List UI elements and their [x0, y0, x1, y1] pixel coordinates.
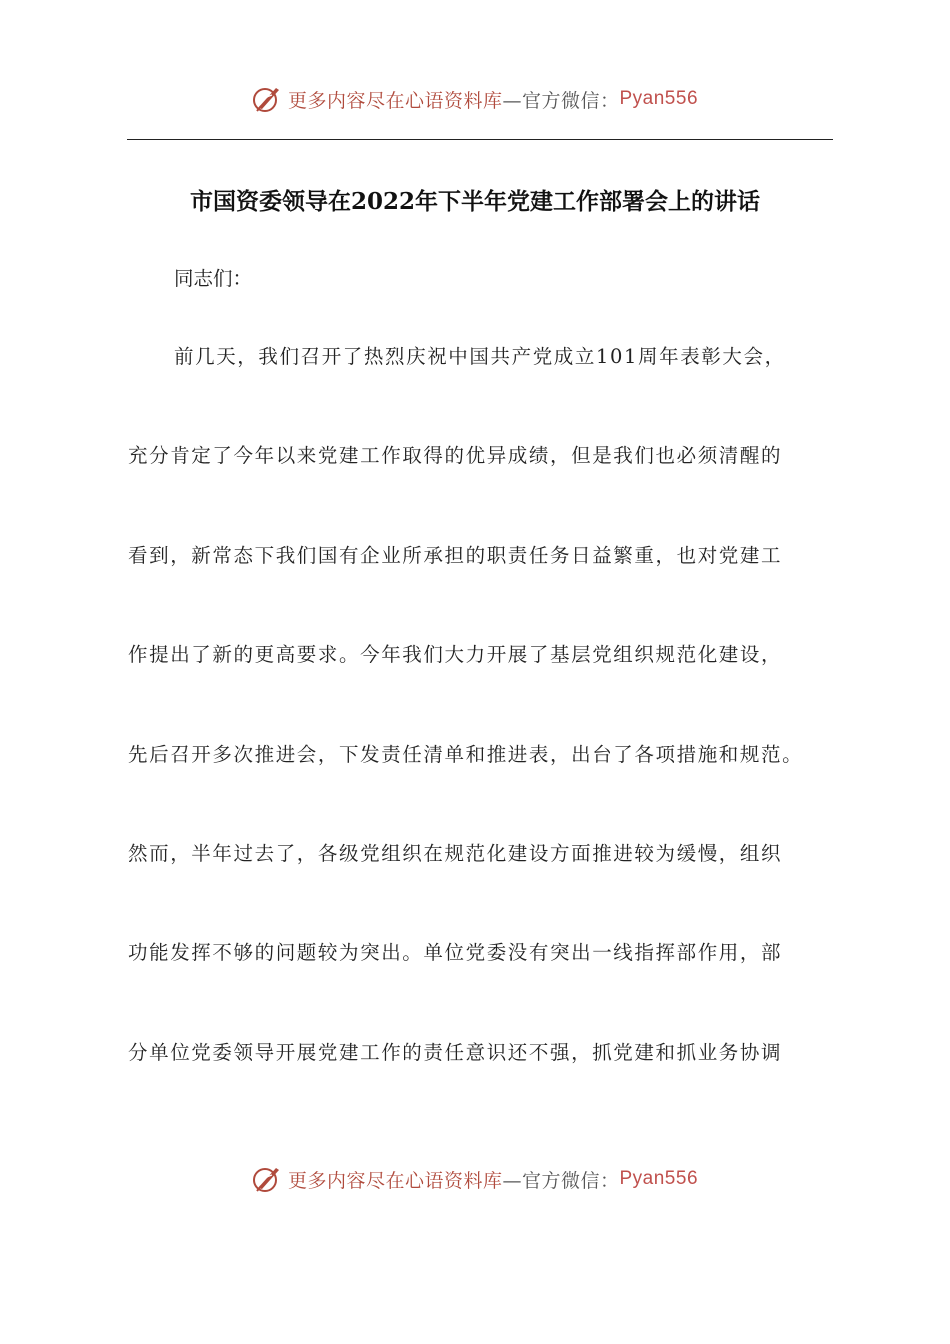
quill-logo-icon	[252, 1164, 282, 1194]
paragraph-line: 先后召开多次推进会，下发责任清单和推进表，出台了各项措施和规范。	[128, 743, 804, 766]
footer-banner	[0, 1164, 950, 1194]
banner-wechat-id: Pyan556	[619, 88, 699, 109]
banner-wechat-id: Pyan556	[619, 1168, 699, 1189]
paragraph-line: 充分肯定了今年以来党建工作取得的优异成绩，但是我们也必须清醒的	[128, 444, 783, 467]
quill-logo-icon	[252, 84, 282, 114]
paragraph-line: 分单位党委领导开展党建工作的责任意识还不强，抓党建和抓业务协调	[128, 1041, 783, 1064]
paragraph-line: 看到，新常态下我们国有企业所承担的职责任务日益繁重，也对党建工	[128, 544, 783, 567]
header-divider	[127, 139, 833, 140]
header-banner	[0, 84, 950, 114]
banner-wechat-label: —官方微信：	[502, 1169, 620, 1192]
paragraph-line: 前几天，我们召开了热烈庆祝中国共产党成立101周年表彰大会，	[174, 345, 786, 368]
salutation: 同志们：	[174, 267, 253, 290]
paragraph-line: 功能发挥不够的问题较为突出。单位党委没有突出一线指挥部作用，部	[128, 941, 783, 964]
paragraph-line: 然而，半年过去了，各级党组织在规范化建设方面推进较为缓慢，组织	[128, 842, 783, 865]
paragraph-line: 作提出了新的更高要求。今年我们大力开展了基层党组织规范化建设，	[128, 643, 783, 666]
banner-wechat-label: —官方微信：	[502, 89, 620, 112]
banner-site-name: 更多内容尽在心语资料库	[287, 1169, 503, 1192]
banner-site-name: 更多内容尽在心语资料库	[287, 89, 503, 112]
document-title: 市国资委领导在2022年下半年党建工作部署会上的讲话	[189, 188, 760, 215]
